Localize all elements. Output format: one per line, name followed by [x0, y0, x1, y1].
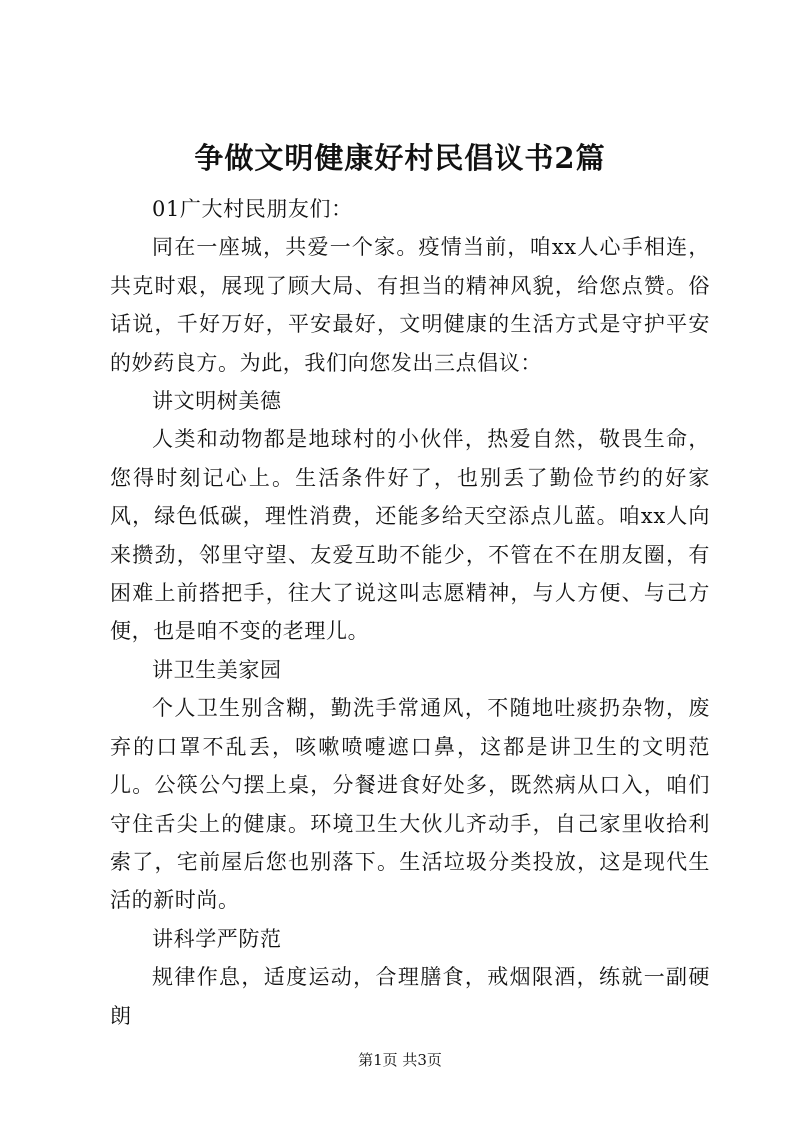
- document-body: [110, 190, 710, 1035]
- page-footer: [0, 1050, 800, 1070]
- section-paragraph: 个人卫生别含糊，勤洗手常通风，不随地吐痰扔杂物，废弃的口罩不乱丢，咳嗽喷嚏遮口鼻，这都是讲卫生的文明范儿。公筷公勺摆上桌，分餐进食好处多，既然病从口入，咱们守住舌尖上的健康。环境卫生大伙儿齐动手，自己家里收拾利索了，宅前屋后您也别落下。生活垃圾分类投放，这是现代生活的新时尚。: [110, 696, 710, 913]
- greeting: 01广大村民朋友们：: [152, 197, 353, 221]
- document-title: 争做文明健康好村民倡议书2篇: [194, 141, 606, 175]
- page-total: 共3页: [402, 1051, 442, 1069]
- section-heading: 讲文明树美德: [152, 389, 282, 414]
- section-heading: 讲卫生美家园: [152, 657, 282, 682]
- section-heading: 讲科学严防范: [152, 926, 282, 951]
- intro-paragraph: 同在一座城，共爱一个家。疫情当前，咱xx人心手相连，共克时艰，展现了顾大局、有担当的精神风貌，给您点赞。俗话说，千好万好，平安最好，文明健康的生活方式是守护平安的妙药良方。为此，我们向您发出三点倡议：: [110, 235, 710, 375]
- section-paragraph: 人类和动物都是地球村的小伙伴，热爱自然，敬畏生命，您得时刻记心上。生活条件好了，也别丢了勤俭节约的好家风，绿色低碳，理性消费，还能多给天空添点儿蓝。咱xx人向来攒劲，邻里守望、友爱互助不能少，不管在不在朋友圈，有困难上前搭把手，往大了说这叫志愿精神，与人方便、与己方便，也是咱不变的老理儿。: [110, 427, 710, 644]
- page-number: 第1页: [358, 1051, 398, 1069]
- section-paragraph: 规律作息，适度运动，合理膳食，戒烟限酒，练就一副硬朗: [110, 965, 710, 1028]
